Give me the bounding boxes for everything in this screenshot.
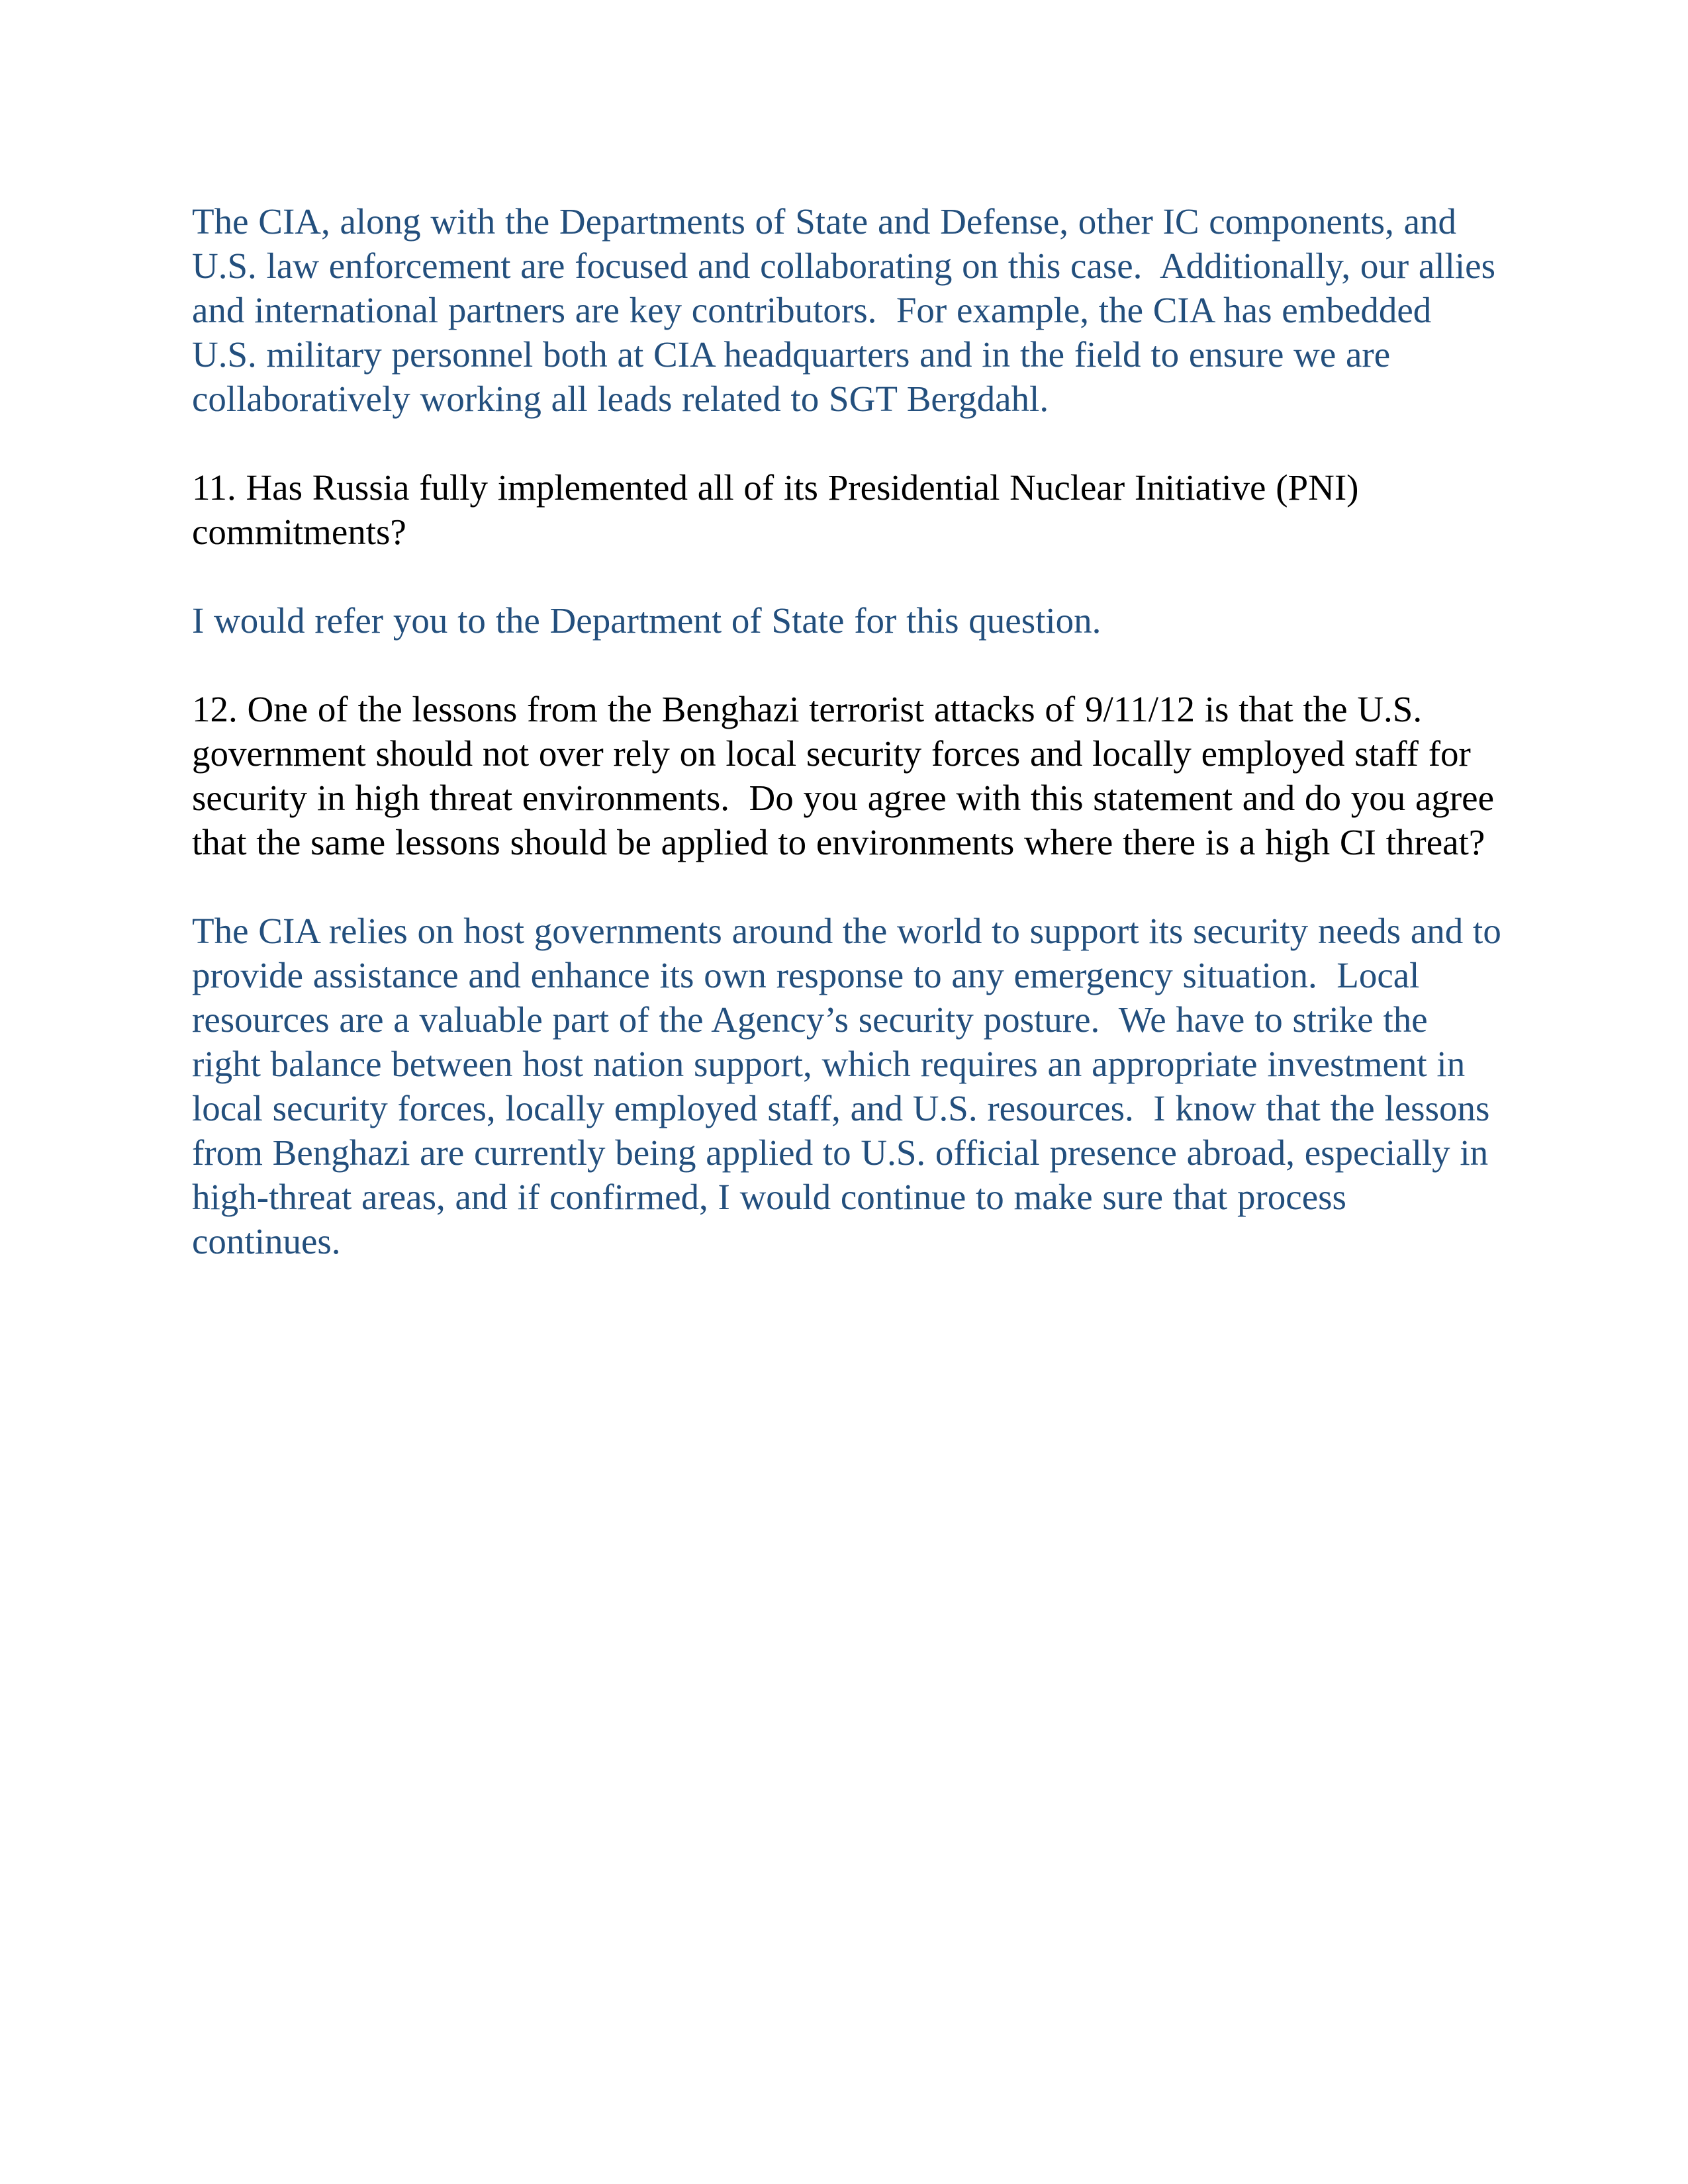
- answer-12: The CIA relies on host governments around the world to support its security needs and to provide assistance and enhance its own response to any emergency situation. Local resources are a valuable part of the Agency’s security posture. We have to strike the right balance between host nation support, which requires an appropriate investment in local security forces, locally employed staff, and U.S. resources. I know that the lessons from Benghazi are currently being applied to U.S. official presence abroad, especially in high-threat areas, and if confirmed, I would continue to make sure that process continues.: [192, 911, 1511, 1261]
- answer-paragraph-bergdahl: The CIA, along with the Departments of State and Defense, other IC components, and U.S. law enforcement are focused and collaborating on this case. Additionally, our allies and international partners are key contributors. For example, the CIA has embedded U.S. military personnel both at CIA headquarters and in the field to ensure we are collaboratively working all leads related to SGT Bergdahl.: [192, 201, 1505, 419]
- question-12: 12. One of the lessons from the Benghazi terrorist attacks of 9/11/12 is that the U.S. government should not over rely on local security forces and locally employed staff for security in high threat environments. Do you agree with this statement and do you agree that the same lessons should be applied to environments where there is a high CI threat?: [192, 689, 1504, 862]
- question-11: 11. Has Russia fully implemented all of its Presidential Nuclear Initiative (PNI) commitments?: [192, 467, 1369, 552]
- answer-11: I would refer you to the Department of State for this question.: [192, 600, 1102, 641]
